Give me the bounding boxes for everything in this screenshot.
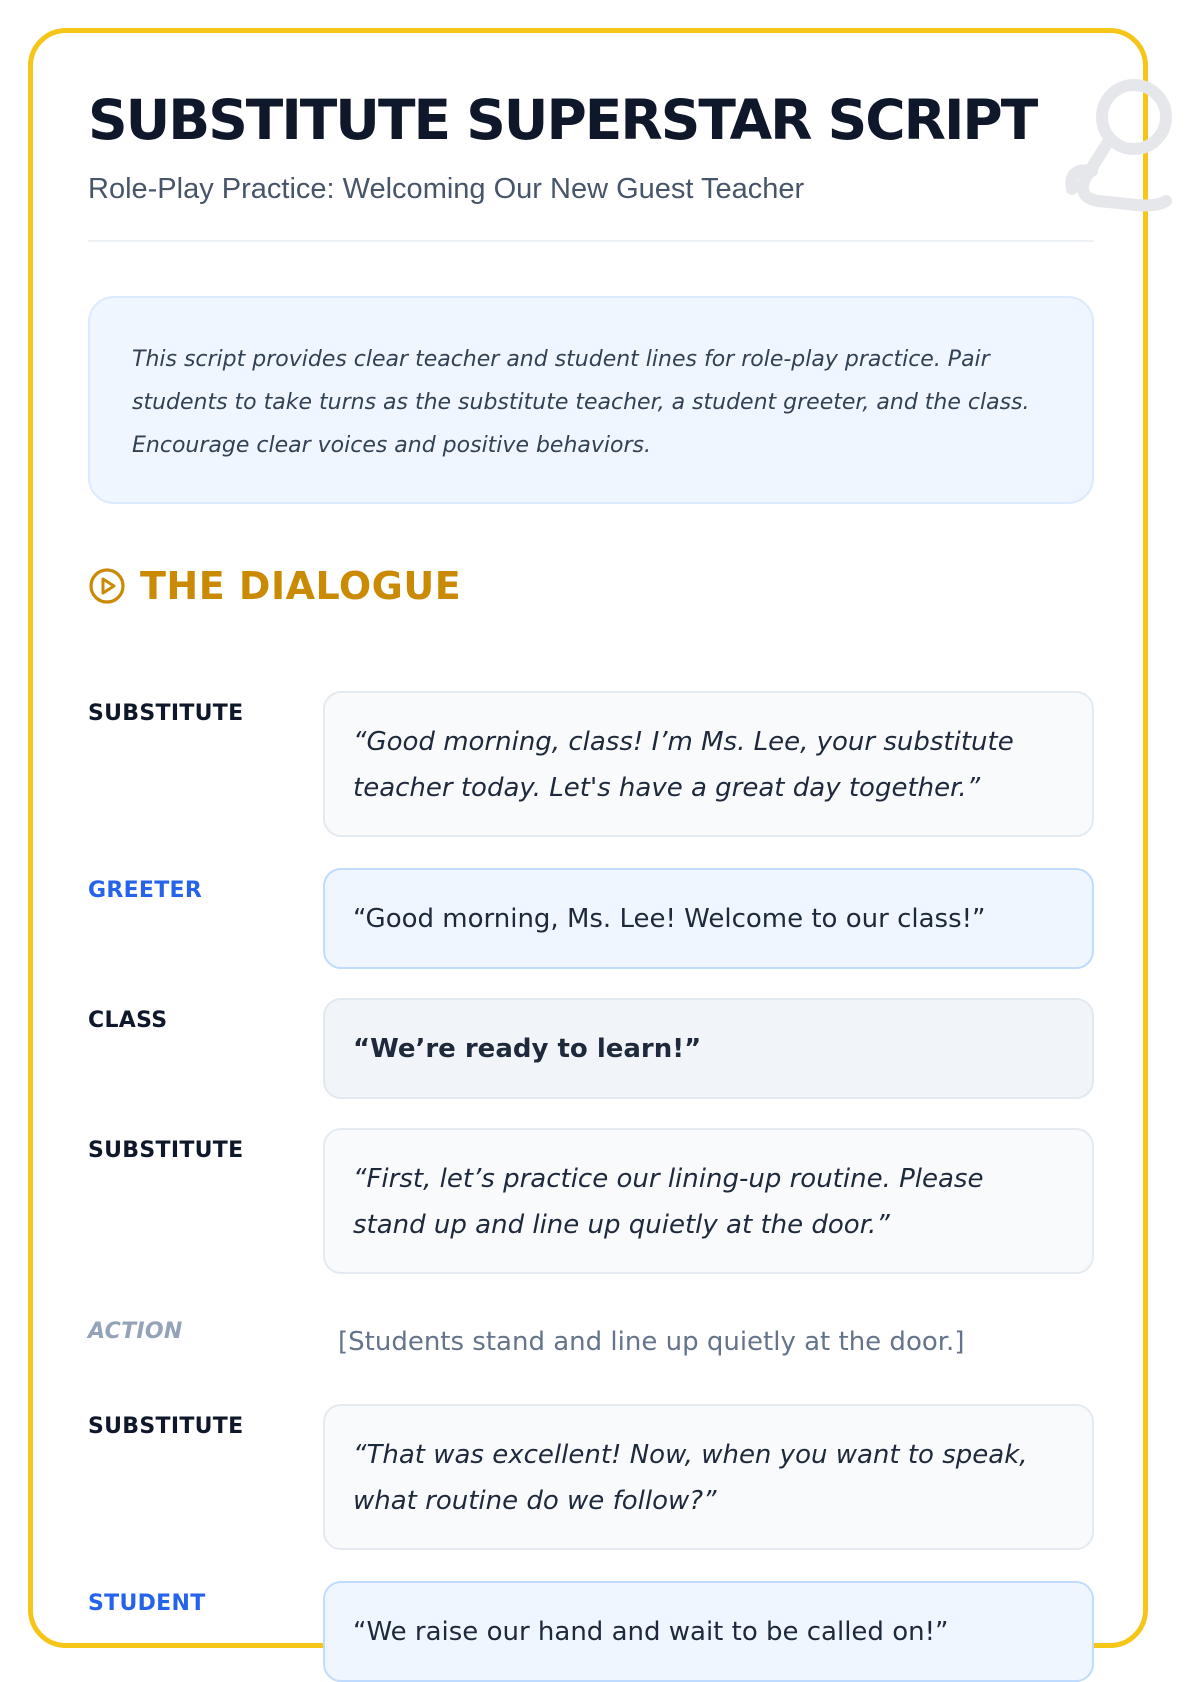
script-card <box>28 28 1148 1648</box>
header-divider <box>88 240 1094 242</box>
dialogue-title: THE DIALOGUE <box>140 564 462 608</box>
speech-bubble: “Good morning, Ms. Lee! Welcome to our class!” <box>323 868 1094 969</box>
speaker-label: ACTION <box>88 1319 183 1344</box>
dialogue-heading <box>88 558 461 614</box>
speech-bubble: “That was excellent! Now, when you want to speak, what routine do we follow?” <box>323 1404 1094 1550</box>
speech-bubble: “First, let’s practice our lining-up routine. Please stand up and line up quietly at the door.” <box>323 1128 1094 1274</box>
speaker-label: CLASS <box>88 1008 168 1033</box>
play-circle-icon <box>88 567 126 605</box>
speech-bubble: “Good morning, class! I’m Ms. Lee, your substitute teacher today. Let's have a great day together.” <box>323 691 1094 837</box>
speech-bubble: “We raise our hand and wait to be called on!” <box>323 1581 1094 1682</box>
speaker-label: STUDENT <box>88 1591 206 1616</box>
stage-direction: [Students stand and line up quietly at the door.] <box>338 1327 965 1357</box>
speech-bubble: “We’re ready to learn!” <box>323 998 1094 1099</box>
speaker-label: SUBSTITUTE <box>88 1414 244 1439</box>
speaker-label: SUBSTITUTE <box>88 701 244 726</box>
microphone-icon <box>1046 69 1186 219</box>
speaker-label: SUBSTITUTE <box>88 1138 244 1163</box>
intro-note: This script provides clear teacher and student lines for role-play practice. Pair students to take turns as the substitute teacher, a student greeter, and the class. Encourage clear voices and positive behaviors. <box>88 296 1094 504</box>
speaker-label: GREETER <box>88 878 203 903</box>
page-title: SUBSTITUTE SUPERSTAR SCRIPT <box>88 88 1037 152</box>
page-subtitle: Role-Play Practice: Welcoming Our New Guest Teacher <box>88 173 805 205</box>
